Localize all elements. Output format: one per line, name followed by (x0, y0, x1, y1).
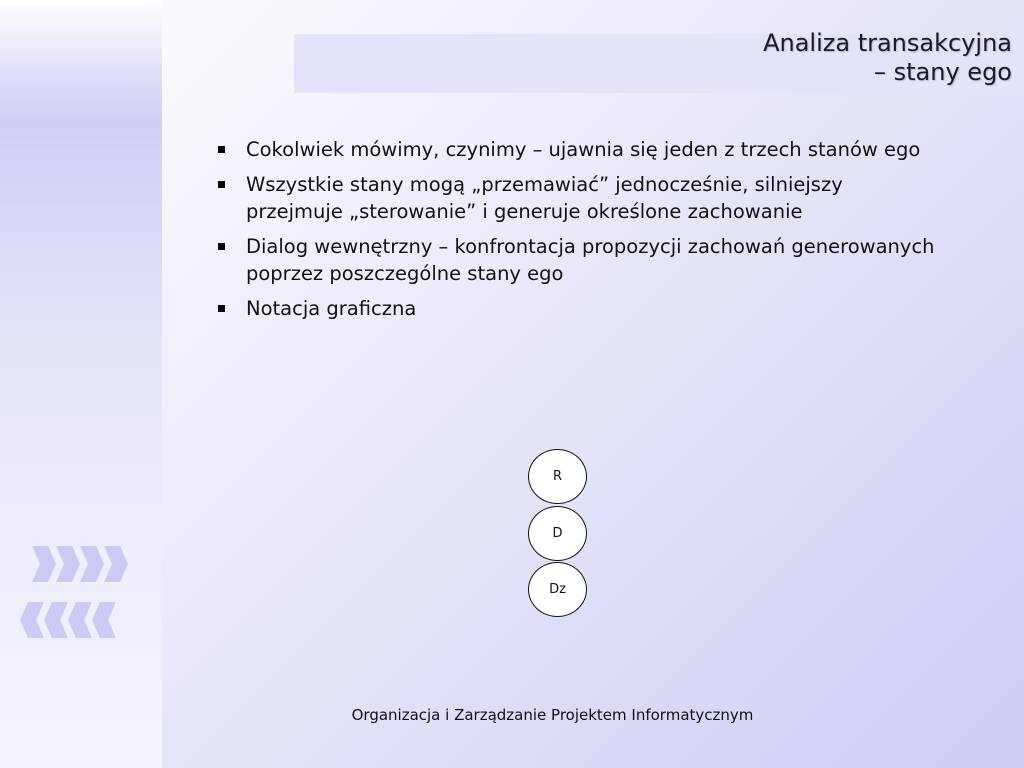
bullet-item: Wszystkie stany mogą „przemawiać” jednocześnie, silniejszy przejmuje „sterowanie” i generuje określone zachowanie (218, 171, 938, 225)
chevron-right-icon (32, 546, 128, 582)
slide-title (763, 29, 1012, 87)
chevron-left-icon (20, 602, 116, 638)
bullet-item: Cokolwiek mówimy, czynimy – ujawnia się jeden z trzech stanów ego (218, 136, 938, 163)
ego-state-parent: R (528, 449, 587, 504)
bullet-item: Dialog wewnętrzny – konfrontacja propozycji zachowań generowanych poprzez poszczególne stany ego (218, 233, 938, 287)
left-decor-strip (0, 0, 162, 768)
ego-state-child: Dz (528, 562, 587, 617)
bullet-list (218, 136, 938, 330)
chevron-decoration (18, 540, 138, 644)
title-line-2: – stany ego (874, 58, 1012, 86)
title-line-1: Analiza transakcyjna (763, 29, 1012, 57)
ego-state-adult: D (528, 506, 587, 561)
slide-footer: Organizacja i Zarządzanie Projektem Informatycznym (351, 706, 754, 724)
bullet-item: Notacja graficzna (218, 295, 938, 322)
